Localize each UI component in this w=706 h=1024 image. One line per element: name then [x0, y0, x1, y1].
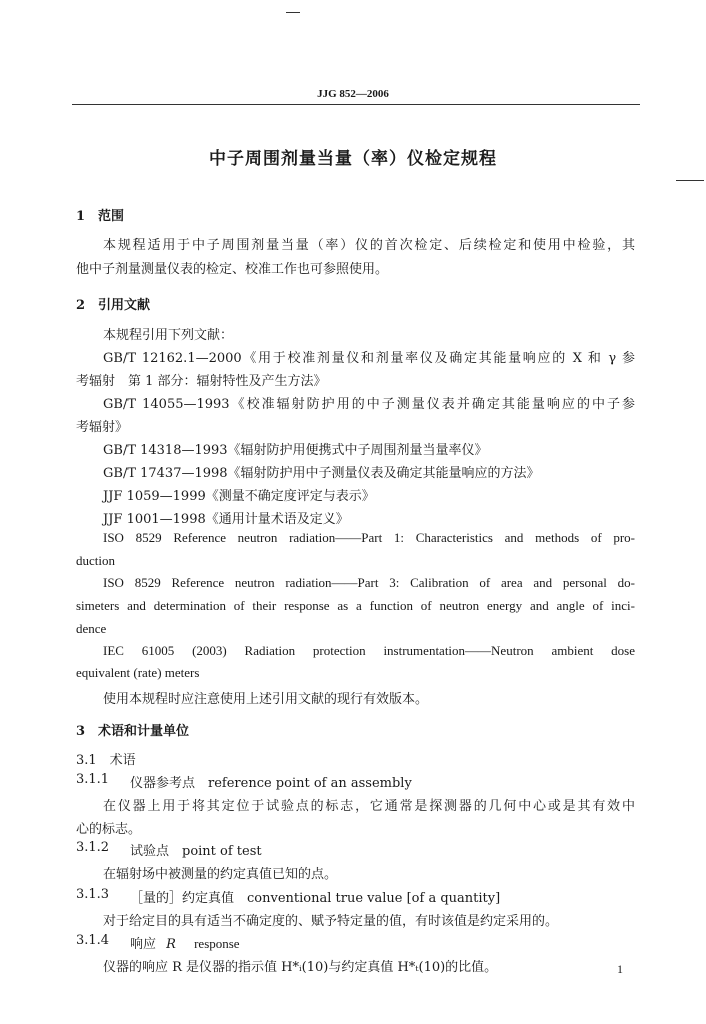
subsection-3-1-4-number: 3.1.4: [76, 933, 110, 948]
section-2-heading: 2 引用文献: [76, 298, 151, 313]
subsection-3-1-1-text-line-2: 心的标志。: [76, 822, 142, 837]
header-rule: [72, 104, 640, 105]
subsection-3-1-3-title: ［量的］约定真值 conventional true value [of a quantity]: [130, 891, 501, 906]
page-title: 中子周围剂量当量（率）仪检定规程: [209, 149, 497, 169]
subsection-3-1-3-text: 对于给定目的具有适当不确定度的、赋予特定量的值，有时该值是约定采用的。: [103, 914, 559, 929]
reference-2-line-2: 考辐射》: [76, 420, 129, 435]
section-1-text-line-1: 本规程适用于中子周围剂量当量（率）仪的首次检定、后续检定和使用中检验，其: [103, 238, 635, 253]
subsection-3-1-2-number: 3.1.2: [76, 840, 110, 855]
subsection-3-1-3-number: 3.1.3: [76, 887, 110, 902]
reference-1-line-1: GB/T 12162.1—2000《用于校准剂量仪和剂量率仪及确定其能量响应的 X 和 γ 参: [103, 351, 635, 366]
subsection-3-1-4-title: [130, 933, 240, 952]
reference-7-line-1: ISO 8529 Reference neutron radiation——Part 1: Characteristics and methods of pro-: [103, 530, 635, 545]
subsection-3-1-2-text: 在辐射场中被测量的约定真值已知的点。: [103, 867, 338, 882]
reference-8-line-1: ISO 8529 Reference neutron radiation——Part 3: Calibration of area and personal do-: [103, 575, 635, 590]
scan-mark-right: [676, 180, 704, 181]
reference-3: GB/T 14318—1993《辐射防护用便携式中子周围剂量当量率仪》: [103, 443, 488, 458]
subsection-3-1-2-title: 试验点 point of test: [130, 844, 262, 859]
subsection-3-1-4-title-variable: R: [166, 937, 176, 952]
subsection-3-1-1-number: 3.1.1: [76, 772, 110, 787]
subsection-3-1: 3.1 术语: [76, 753, 136, 768]
subsection-3-1-1-text-line-1: 在仪器上用于将其定位于试验点的标志，它通常是探测器的几何中心或是其有效中: [103, 799, 635, 814]
scan-mark-top: [286, 12, 300, 13]
references-note: 使用本规程时应注意使用上述引用文献的现行有效版本。: [103, 692, 429, 707]
reference-6: JJF 1001—1998《通用计量术语及定义》: [103, 512, 349, 527]
reference-1-line-2: 考辐射 第 1 部分：辐射特性及产生方法》: [76, 374, 327, 389]
reference-4: GB/T 17437—1998《辐射防护用中子测量仪表及确定其能量响应的方法》: [103, 466, 540, 481]
reference-8-line-3: dence: [76, 621, 107, 636]
reference-2-line-1: GB/T 14055—1993《校准辐射防护用的中子测量仪表并确定其能量响应的中子参: [103, 397, 635, 412]
section-1-heading: 1 范围: [76, 209, 125, 224]
page-number: 1: [617, 962, 623, 976]
section-3-heading: 3 术语和计量单位: [76, 724, 190, 739]
subsection-3-1-1-title: 仪器参考点 reference point of an assembly: [130, 776, 412, 791]
subsection-3-1-4-title-cn: 响应: [130, 937, 157, 952]
reference-5: JJF 1059—1999《测量不确定度评定与表示》: [103, 489, 375, 504]
reference-8-line-2: simeters and determination of their response as a function of neutron energy and angle of inci-: [76, 598, 635, 613]
subsection-3-1-4-title-en: response: [194, 936, 240, 951]
reference-7-line-2: duction: [76, 553, 115, 568]
subsection-3-1-4-text: 仪器的响应 R 是仪器的指示值 H*ᵢ(10)与约定真值 H*ₜ(10)的比值。: [103, 960, 498, 975]
reference-9-line-1: IEC 61005 (2003) Radiation protection instrumentation——Neutron ambient dose: [103, 643, 635, 658]
reference-9-line-2: equivalent (rate) meters: [76, 665, 200, 680]
section-1-text-line-2: 他中子剂量测量仪表的检定、校准工作也可参照使用。: [76, 262, 389, 277]
document-code-header: JJG 852—2006: [317, 88, 389, 100]
references-intro: 本规程引用下列文献：: [103, 328, 234, 343]
